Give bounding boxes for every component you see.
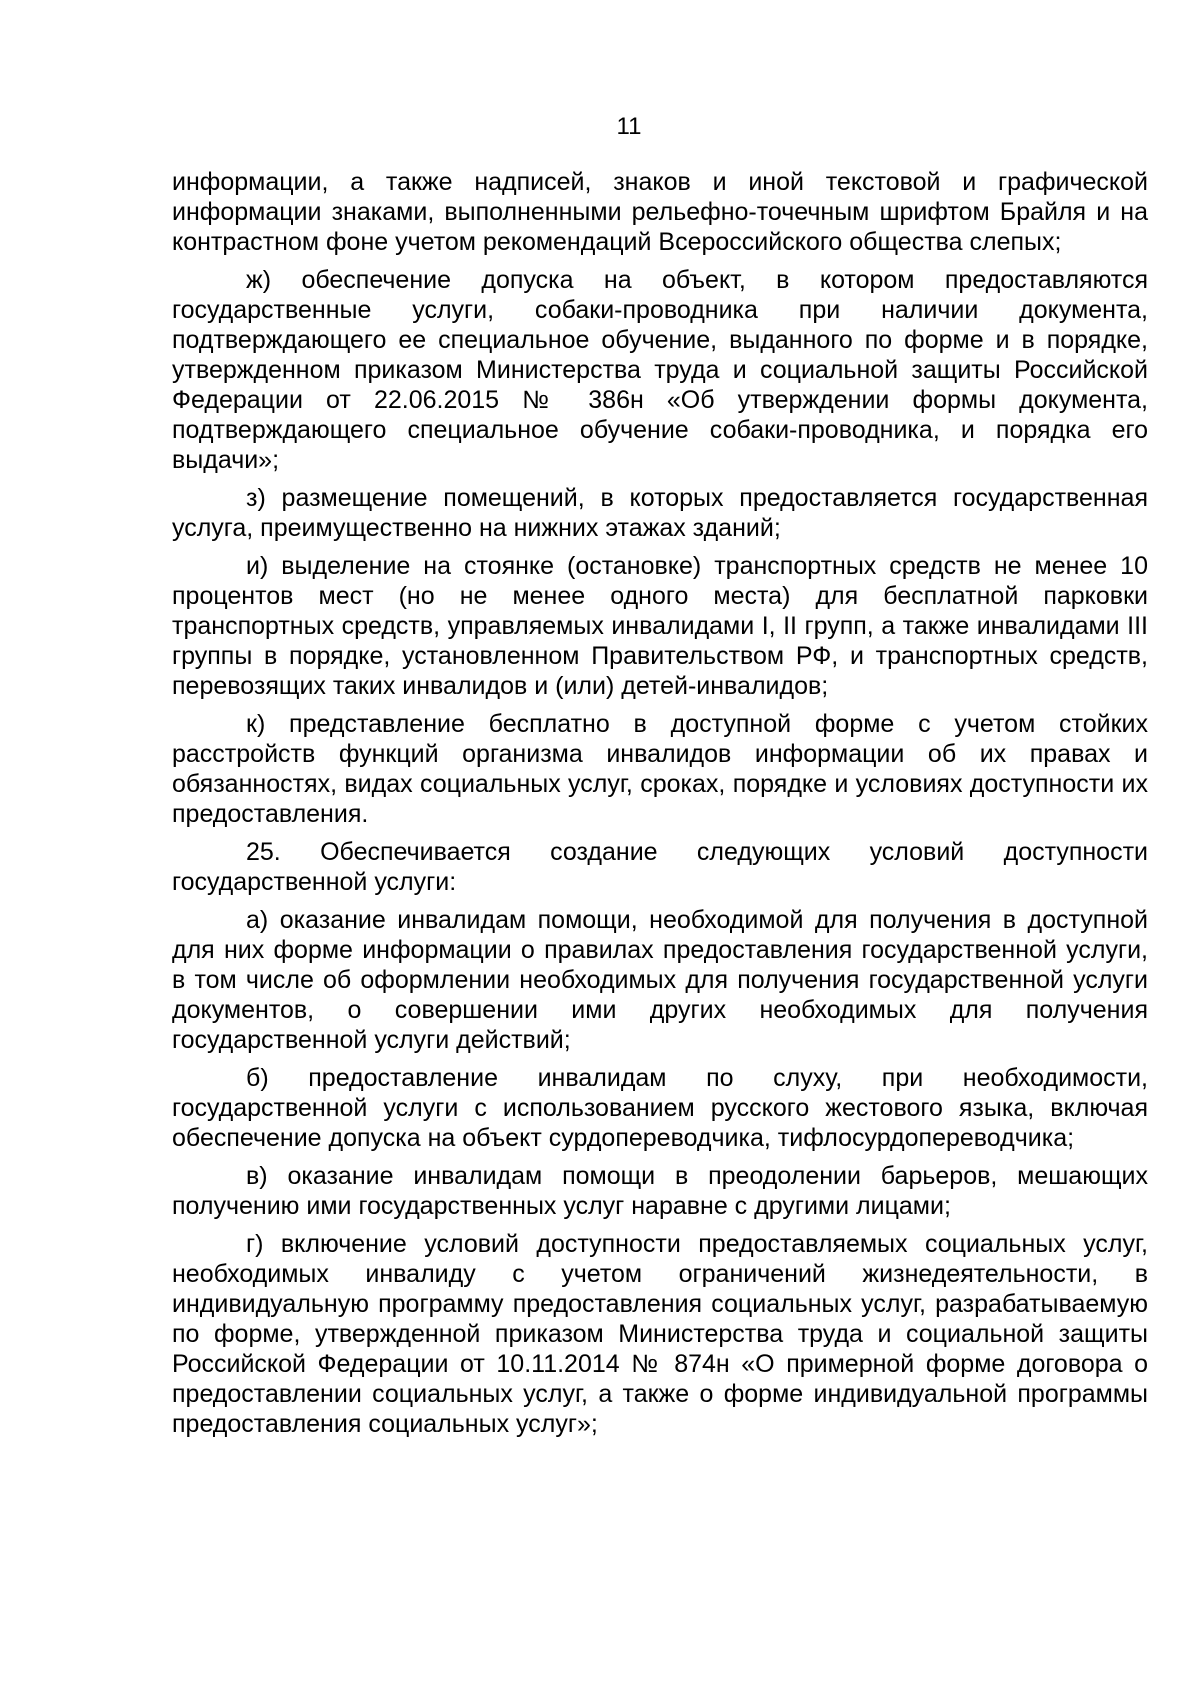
paragraph-item-i: и) выделение на стоянке (остановке) транспортных средств не менее 10 процентов мест (но не менее одного места) для бесплатной парковки транспортных средств, управляемых инвалидами I, II групп, а также инвалидами III группы в порядке, установленном Правительством РФ, и транспортных средств, перевозящих таких инвалидов и (или) детей-инвалидов; (172, 552, 1148, 700)
paragraph-item-zh: ж) обеспечение допуска на объект, в котором предоставляются государственные услуги, собаки-проводника при наличии документа, подтверждающего ее специальное обучение, выданного по форме и в порядке, утвержденном приказом Министерства труда и социальной защиты Российской Федерации от 22.06.2015 № 386н «Об утверждении формы документа, подтверждающего специальное обучение собаки-проводника, и порядка его выдачи»; (172, 266, 1148, 474)
paragraph-item-a: а) оказание инвалидам помощи, необходимой для получения в доступной для них форме информации о правилах предоставления государственной услуги, в том числе об оформлении необходимых для получения государственной услуги документов, о совершении ими других необходимых для получения государственной услуги действий; (172, 906, 1148, 1054)
document-body (172, 167, 1148, 1439)
page-number: 11 (616, 113, 642, 140)
paragraph-item-b: б) предоставление инвалидам по слуху, при необходимости, государственной услуги с использованием русского жестового языка, включая обеспечение допуска на объект сурдопереводчика, тифлосурдопереводчика; (172, 1064, 1148, 1152)
paragraph-item-g: г) включение условий доступности предоставляемых социальных услуг, необходимых инвалиду с учетом ограничений жизнедеятельности, в индивидуальную программу предоставления социальных услуг, разрабатываемую по форме, утвержденной приказом Министерства труда и социальной защиты Российской Федерации от 10.11.2014 № 874н «О примерной форме договора о предоставлении социальных услуг, а также о форме индивидуальной программы предоставления социальных услуг»; (172, 1230, 1148, 1438)
paragraph-item-v: в) оказание инвалидам помощи в преодолении барьеров, мешающих получению ими государственных услуг наравне с другими лицами; (172, 1162, 1148, 1220)
paragraph-item-z: з) размещение помещений, в которых предоставляется государственная услуга, преимущественно на нижних этажах зданий; (172, 484, 1148, 542)
paragraph-clause-25: 25. Обеспечивается создание следующих условий доступности государственной услуги: (172, 838, 1148, 896)
paragraph-continuation: информации, а также надписей, знаков и иной текстовой и графической информации знаками, выполненными рельефно-точечным шрифтом Брайля и на контрастном фоне учетом рекомендаций Всероссийского общества слепых; (172, 168, 1148, 256)
paragraph-item-k: к) представление бесплатно в доступной форме с учетом стойких расстройств функций организма инвалидов информации об их правах и обязанностях, видах социальных услуг, сроках, порядке и условиях доступности их предоставления. (172, 710, 1148, 828)
